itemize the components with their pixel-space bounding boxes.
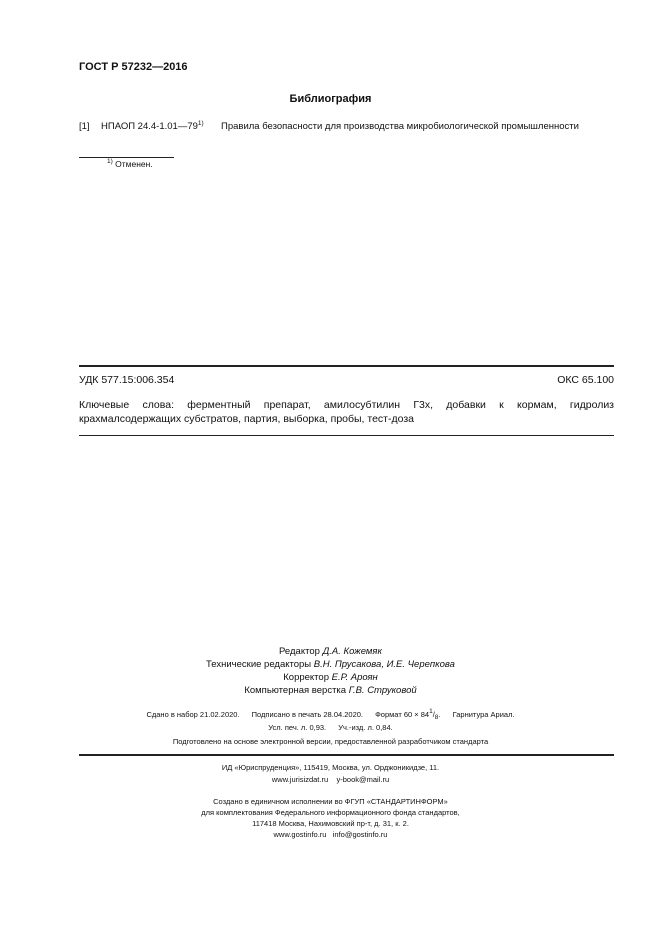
entry-reference: [101, 121, 221, 132]
entry-reference-code: НПАОП 24.4-1.01—79: [101, 121, 198, 132]
submitted-date: Сдано в набор 21.02.2020.: [146, 710, 240, 719]
bibliography-entry: [79, 121, 579, 132]
document-code: ГОСТ Р 57232—2016: [79, 61, 188, 73]
oks-code: ОКС 65.100: [557, 374, 614, 386]
credit-corrector: Корректор Е.Р. Ароян: [283, 672, 378, 683]
entry-number: [1]: [79, 121, 90, 132]
printer-email: info@gostinfo.ru: [332, 830, 388, 839]
typeface: Гарнитура Ариал.: [452, 710, 515, 719]
footnote-mark: 1): [107, 158, 113, 165]
printer-line-1: Создано в единичном исполнении во ФГУП «СТАНДАРТИНФОРМ»: [213, 797, 448, 806]
keywords-text: ферментный препарат, амилосубтилин Г3х, добавки к кормам, гидролиз крахмалсодержащих субстратов, партия, выборка, пробы, тест-доза: [79, 399, 614, 425]
footnote-divider: [79, 157, 174, 158]
publisher-block: [0, 762, 661, 786]
entry-footnote-mark: 1): [197, 120, 204, 127]
printer-block: [0, 796, 661, 840]
publication-line-1: [0, 708, 661, 721]
publisher-web: www.jurisizdat.ru: [271, 775, 329, 784]
signed-date: Подписано в печать 28.04.2020.: [251, 710, 364, 719]
printer-contacts: [0, 829, 661, 840]
publisher-email: y-book@mail.ru: [336, 775, 390, 784]
publisher-contacts: [0, 774, 661, 786]
entry-title: Правила безопасности для производства микробиологической промышленности: [221, 121, 579, 132]
publisher-address: ИД «Юриспруденция», 115419, Москва, ул. Орджоникидзе, 11.: [221, 763, 440, 772]
publish-sheets: Уч.-изд. л. 0,84.: [338, 723, 393, 732]
print-sheets: Усл. печ. л. 0,93.: [268, 723, 327, 732]
footnote-text: Отменен.: [115, 159, 153, 169]
keywords: [79, 398, 614, 426]
publication-info: [0, 708, 661, 734]
credit-tech-editors: Технические редакторы В.Н. Прусакова, И.Е. Черепкова: [206, 659, 455, 670]
credit-layout: Компьютерная верстка Г.В. Струковой: [244, 685, 417, 696]
classification-top-rule: [79, 365, 614, 367]
printer-line-2: для комплектования Федерального информационного фонда стандартов,: [201, 808, 460, 817]
printer-line-3: 117418 Москва, Нахимовский пр-т, д. 31, к. 2.: [252, 819, 409, 828]
bibliography-title: Библиография: [289, 93, 372, 105]
classification-bottom-rule: [79, 435, 614, 436]
credit-editor: Редактор Д.А. Кожемяк: [279, 646, 382, 657]
footnote: [107, 159, 153, 169]
imprint-rule: [79, 754, 614, 756]
printer-web: www.gostinfo.ru: [273, 830, 327, 839]
paper-format: Формат $60 \times 84^1/_8$.: [375, 708, 441, 721]
publication-line-2: [0, 721, 661, 734]
keywords-label: Ключевые слова:: [79, 399, 174, 411]
udk-code: УДК 577.15:006.354: [79, 374, 175, 386]
credits-block: [0, 645, 661, 697]
prepared-note: Подготовлено на основе электронной версии, предоставленной разработчиком стандарта: [172, 737, 489, 746]
